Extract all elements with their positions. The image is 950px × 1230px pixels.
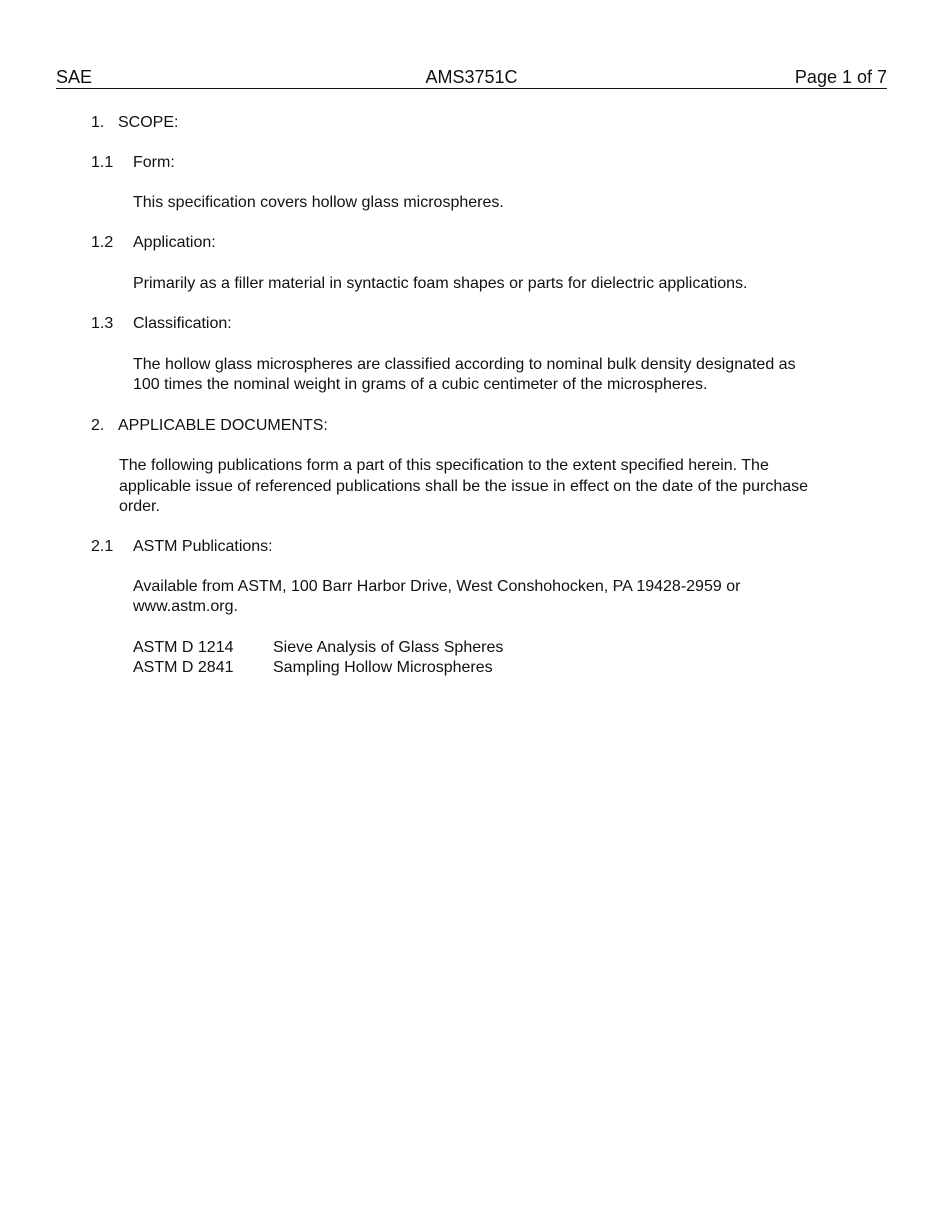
- header-page-number: Page 1 of 7: [794, 67, 887, 87]
- section-2-heading: [91, 416, 328, 436]
- reference-row: [133, 638, 633, 658]
- section-1-title: SCOPE:: [118, 114, 179, 131]
- section-2-1-text-line-2: www.astm.org.: [133, 598, 238, 615]
- section-1-3-text-line-2: 100 times the nominal weight in grams of a cubic centimeter of the microspheres.: [133, 376, 708, 393]
- section-1-2-text: Primarily as a filler material in syntactic foam shapes or parts for dielectric applications.: [133, 275, 748, 292]
- section-1-1-number: 1.1: [91, 154, 114, 171]
- section-2-text-line-1: The following publications form a part of this specification to the extent specified herein. The: [119, 457, 769, 474]
- page-header: [56, 66, 887, 89]
- section-1-3-number: 1.3: [91, 315, 114, 332]
- section-2-1-heading: [91, 537, 273, 557]
- section-1-3-text-line-1: The hollow glass microspheres are classified according to nominal bulk density designated as: [133, 356, 796, 373]
- section-1-1-heading: [91, 153, 175, 173]
- reference-title: Sampling Hollow Microspheres: [273, 659, 493, 676]
- section-2-number: 2.: [91, 417, 105, 434]
- section-1-number: 1.: [91, 114, 105, 131]
- header-org: SAE: [56, 67, 93, 87]
- section-1-3-title: Classification:: [133, 315, 232, 332]
- section-1-heading: [91, 113, 179, 133]
- section-1-3-heading: [91, 314, 232, 334]
- section-2-text-line-2: applicable issue of referenced publications shall be the issue in effect on the date of the purchase: [119, 478, 809, 495]
- section-1-2-number: 1.2: [91, 234, 114, 251]
- section-2-1-number: 2.1: [91, 538, 114, 555]
- reference-code: ASTM D 2841: [133, 659, 234, 676]
- section-1-1-title: Form:: [133, 154, 175, 171]
- reference-code: ASTM D 1214: [133, 639, 234, 656]
- section-2-title: APPLICABLE DOCUMENTS:: [118, 417, 328, 434]
- section-2-1-text-line-1: Available from ASTM, 100 Barr Harbor Drive, West Conshohocken, PA 19428-2959 or: [133, 578, 741, 595]
- section-1-2-heading: [91, 233, 216, 253]
- section-2-text-line-3: order.: [119, 498, 160, 515]
- reference-title: Sieve Analysis of Glass Spheres: [273, 639, 504, 656]
- section-1-1-text: This specification covers hollow glass microspheres.: [133, 194, 504, 211]
- section-1-2-title: Application:: [133, 234, 216, 251]
- section-2-1-title: ASTM Publications:: [133, 538, 273, 555]
- header-doc-number: AMS3751C: [425, 67, 518, 87]
- reference-row: [133, 658, 633, 678]
